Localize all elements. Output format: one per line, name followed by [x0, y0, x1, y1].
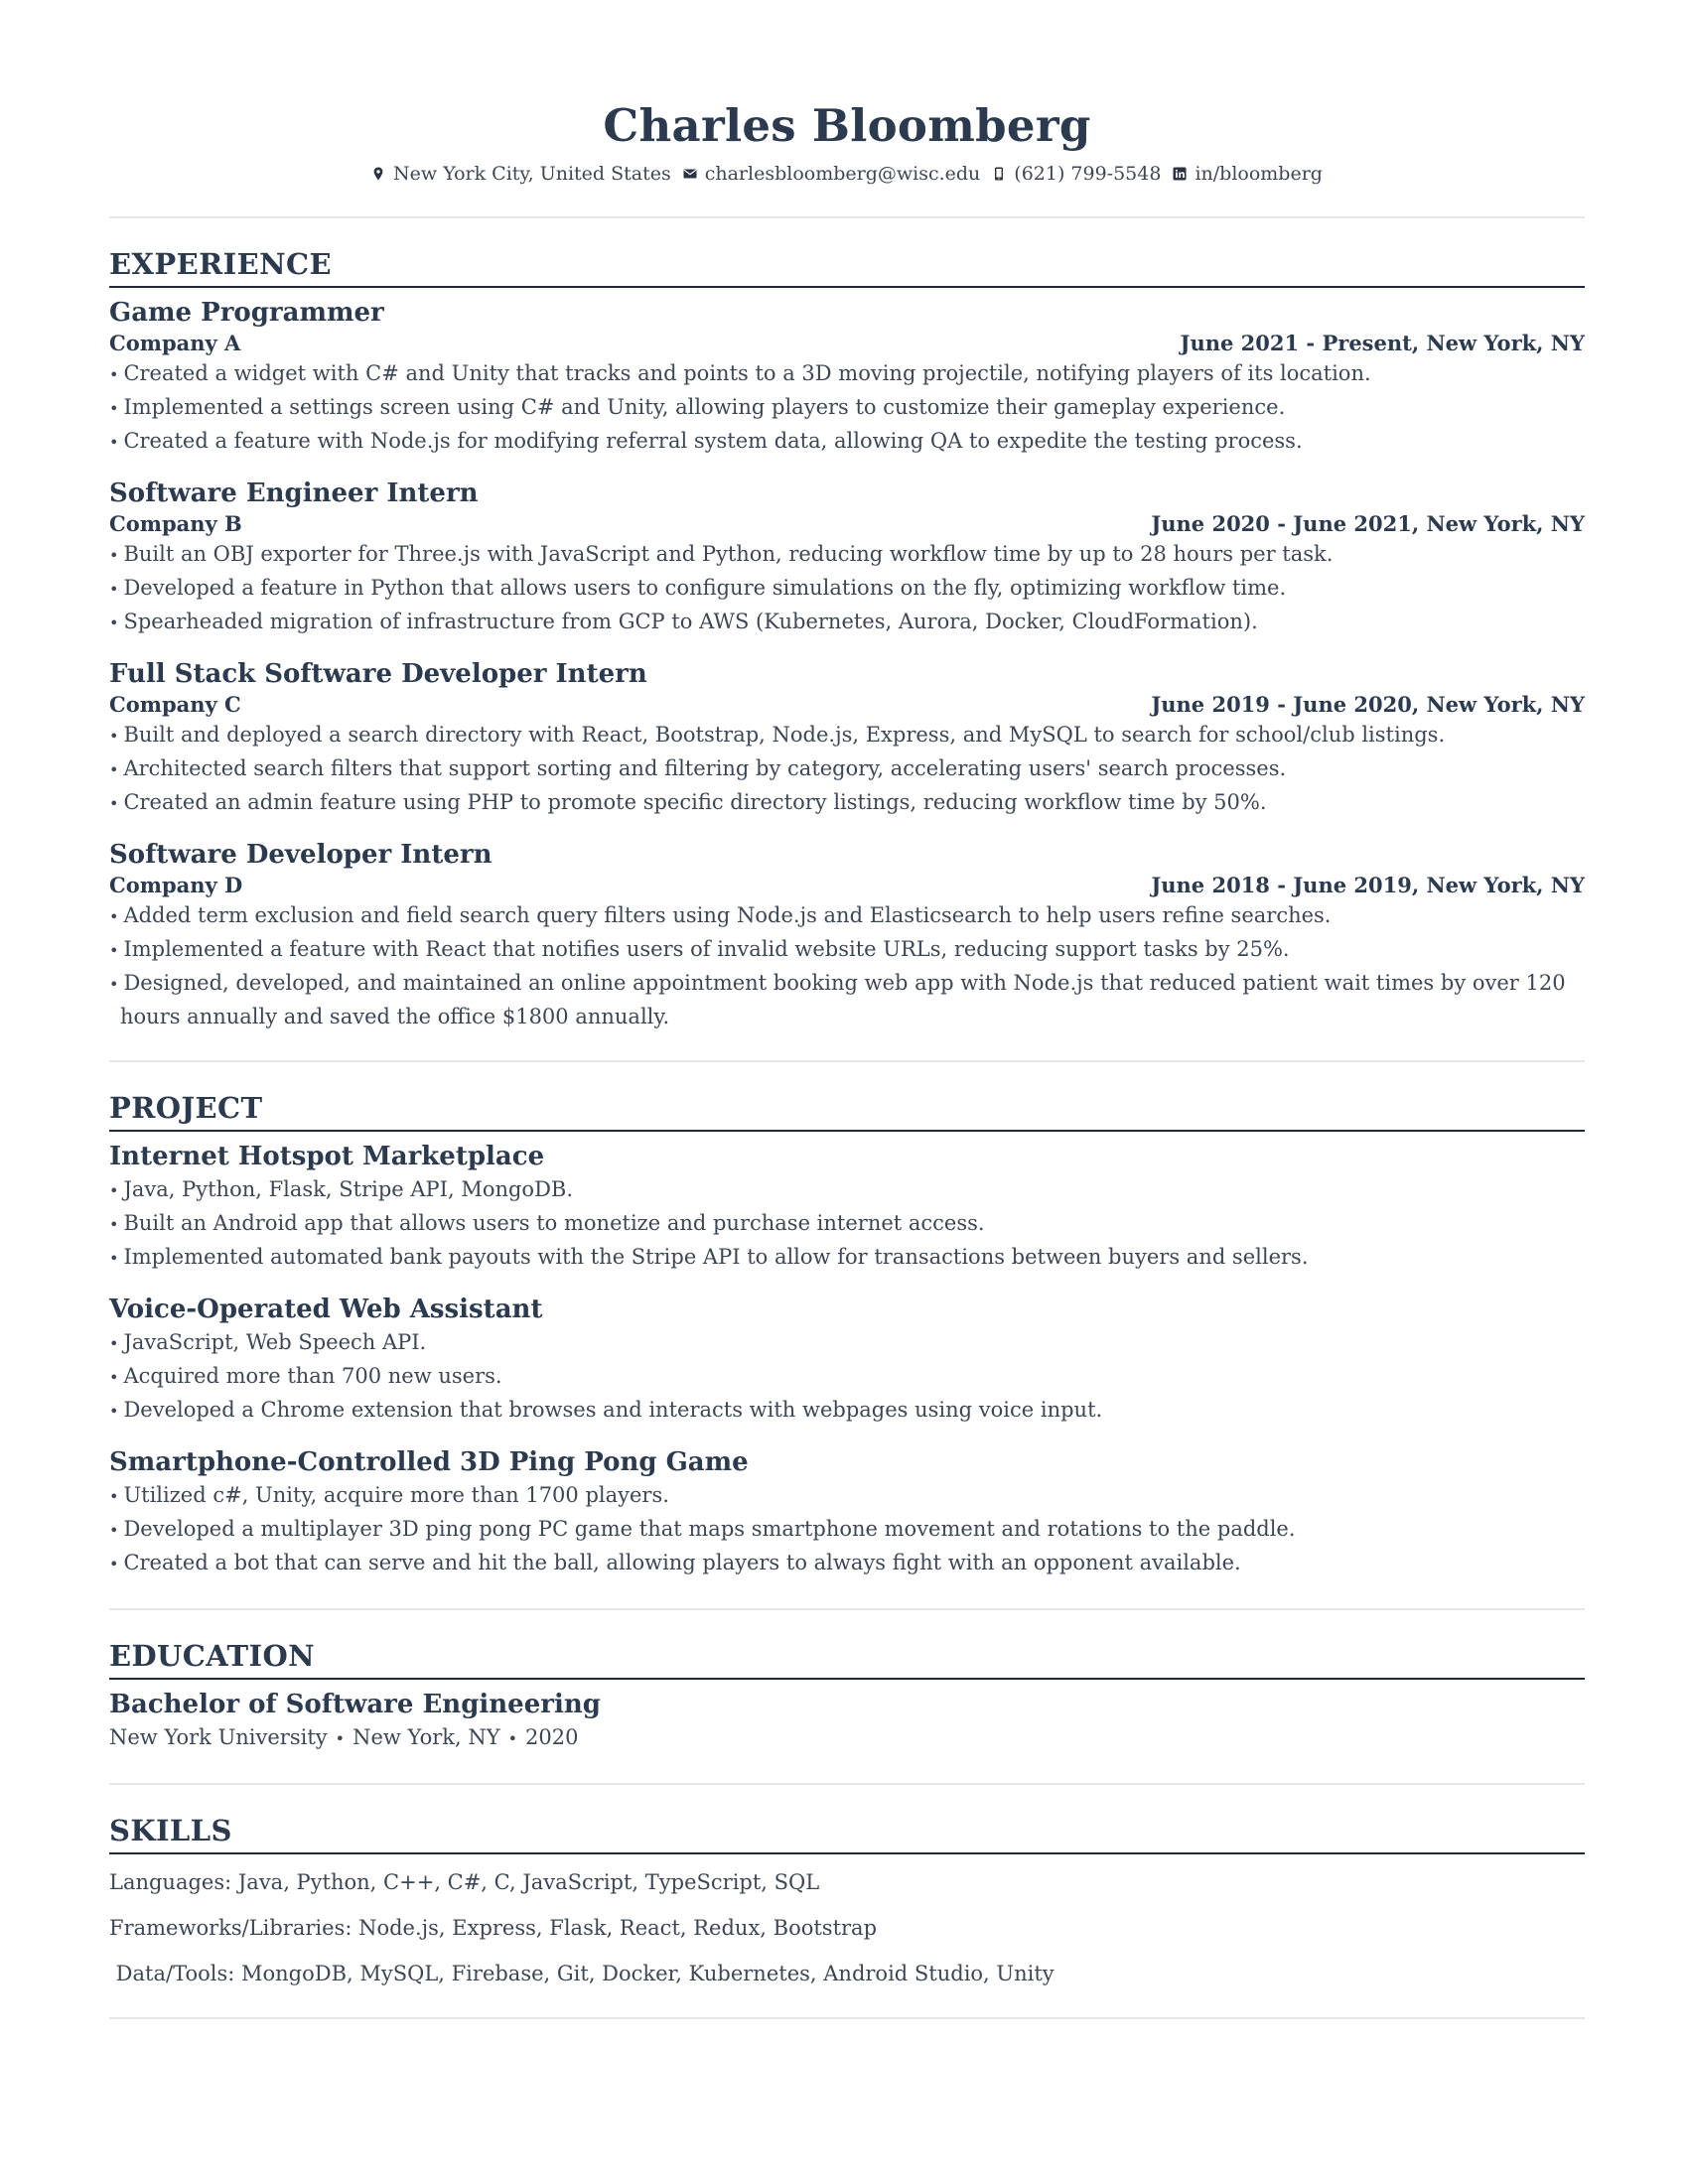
- resume-page: [109, 99, 1585, 2019]
- bullet-item: • Implemented automated bank payouts with the Stripe API to allow for transactions between buyers and sellers.: [109, 1241, 1585, 1275]
- contact-phone[interactable]: [992, 163, 1161, 185]
- company-name: Company C: [109, 692, 241, 717]
- skills-line: Data/Tools: MongoDB, MySQL, Firebase, Git, Docker, Kubernetes, Android Studio, Unity: [109, 1962, 1055, 1985]
- bullet-item: • Utilized c#, Unity, acquire more than 1700 players.: [109, 1479, 1585, 1513]
- section-title-experience: EXPERIENCE: [109, 244, 1585, 288]
- job-meta: [109, 330, 1585, 357]
- bullet-item: • Created an admin feature using PHP to promote specific directory listings, reducing workflow time by 50%.: [109, 786, 1585, 820]
- skills-section: [109, 1811, 1585, 1989]
- project-section: [109, 1088, 1585, 1580]
- divider: [109, 1608, 1585, 1610]
- experience-section: [109, 244, 1585, 1032]
- contact-location: [371, 163, 671, 185]
- project-name: Internet Hotspot Marketplace: [109, 1142, 545, 1171]
- section-title-project: PROJECT: [109, 1088, 1585, 1132]
- project-entry: [109, 1140, 1585, 1275]
- bullet-item: • Created a feature with Node.js for modifying referral system data, allowing QA to expedite the testing process.: [109, 425, 1585, 459]
- bullet-item: • Architected search filters that support sorting and filtering by category, accelerating users' search processes.: [109, 752, 1585, 786]
- job-title: Software Engineer Intern: [109, 478, 479, 508]
- job-meta: [109, 510, 1585, 538]
- bullet-list: [109, 357, 1585, 459]
- bullet-item: • Designed, developed, and maintained an online appointment booking web app with Node.js that reduced patient wait times by over 120 hours annually and saved the office $1800 annually.: [109, 967, 1585, 1032]
- date-location: June 2019 - June 2020, New York, NY: [1151, 692, 1585, 717]
- section-title-education: EDUCATION: [109, 1636, 1585, 1680]
- phone-text[interactable]: (621) 799-5548: [1014, 163, 1162, 185]
- bullet-item: • Built an Android app that allows users to monetize and purchase internet access.: [109, 1207, 1585, 1241]
- section-title-skills: SKILLS: [109, 1811, 1585, 1854]
- separator-dot: •: [335, 1729, 346, 1748]
- bullet-item: • Built and deployed a search directory with React, Bootstrap, Node.js, Express, and MySQL to search for school/club listings.: [109, 719, 1585, 752]
- job-meta: [109, 691, 1585, 719]
- linkedin-icon: [1173, 167, 1187, 181]
- project-entry: [109, 1445, 1585, 1580]
- bullet-item: • Implemented a settings screen using C# and Unity, allowing players to customize their gameplay experience.: [109, 391, 1585, 425]
- contact-info: [109, 163, 1585, 185]
- bullet-list: [109, 1479, 1585, 1580]
- bullet-item: • Built an OBJ exporter for Three.js with JavaScript and Python, reducing workflow time by up to 28 hours per task.: [109, 538, 1585, 572]
- resume-header: [109, 99, 1585, 185]
- skills-line: Languages: Java, Python, C++, C#, C, JavaScript, TypeScript, SQL: [109, 1870, 820, 1894]
- bullet-item: • Spearheaded migration of infrastructure from GCP to AWS (Kubernetes, Aurora, Docker, CloudFormation).: [109, 606, 1585, 639]
- location-text: New York City, United States: [393, 163, 671, 185]
- company-name: Company A: [109, 331, 241, 355]
- bullet-item: • Developed a multiplayer 3D ping pong PC game that maps smartphone movement and rotations to the paddle.: [109, 1513, 1585, 1547]
- company-name: Company B: [109, 511, 242, 536]
- contact-email[interactable]: [683, 163, 981, 185]
- education-section: [109, 1636, 1585, 1755]
- experience-entry: [109, 838, 1585, 1032]
- job-title: Full Stack Software Developer Intern: [109, 659, 647, 689]
- email-text[interactable]: charlesbloomberg@wisc.edu: [704, 163, 981, 185]
- project-name: Smartphone-Controlled 3D Ping Pong Game: [109, 1447, 749, 1477]
- bullet-item: • Java, Python, Flask, Stripe API, MongoDB.: [109, 1173, 1585, 1207]
- job-title: Software Developer Intern: [109, 840, 492, 870]
- bullet-item: • Implemented a feature with React that notifies users of invalid website URLs, reducing support tasks by 25%.: [109, 933, 1585, 967]
- date-location: June 2020 - June 2021, New York, NY: [1151, 511, 1585, 536]
- job-meta: [109, 872, 1585, 899]
- location-icon: [371, 167, 385, 181]
- divider: [109, 2017, 1585, 2019]
- bullet-list: [109, 1326, 1585, 1428]
- date-location: June 2021 - Present, New York, NY: [1180, 331, 1585, 355]
- education-entry: [109, 1688, 1585, 1755]
- bullet-item: • Developed a Chrome extension that browses and interacts with webpages using voice input.: [109, 1394, 1585, 1428]
- contact-linkedin[interactable]: [1173, 163, 1323, 185]
- candidate-name: Charles Bloomberg: [603, 99, 1091, 152]
- bullet-item: • Added term exclusion and field search query filters using Node.js and Elasticsearch to help users refine searches.: [109, 899, 1585, 933]
- divider: [109, 1783, 1585, 1785]
- graduation-year: 2020: [525, 1725, 579, 1749]
- divider: [109, 1060, 1585, 1062]
- education-details: [109, 1721, 1585, 1755]
- bullet-list: [109, 899, 1585, 1032]
- linkedin-text[interactable]: in/bloomberg: [1195, 163, 1323, 185]
- bullet-item: • JavaScript, Web Speech API.: [109, 1326, 1585, 1360]
- project-name: Voice-Operated Web Assistant: [109, 1295, 543, 1324]
- bullet-list: [109, 538, 1585, 639]
- divider: [109, 216, 1585, 218]
- email-icon: [683, 167, 697, 181]
- company-name: Company D: [109, 873, 243, 897]
- bullet-list: [109, 719, 1585, 820]
- school-location: New York, NY: [352, 1725, 500, 1749]
- bullet-item: • Developed a feature in Python that allows users to configure simulations on the fly, optimizing workflow time.: [109, 572, 1585, 606]
- degree: Bachelor of Software Engineering: [109, 1690, 601, 1719]
- date-location: June 2018 - June 2019, New York, NY: [1151, 873, 1585, 897]
- bullet-item: • Created a bot that can serve and hit the ball, allowing players to always fight with an opponent available.: [109, 1547, 1585, 1580]
- bullet-item: • Created a widget with C# and Unity that tracks and points to a 3D moving projectile, notifying players of its location.: [109, 357, 1585, 391]
- bullet-list: [109, 1173, 1585, 1275]
- skills-line: Frameworks/Libraries: Node.js, Express, Flask, React, Redux, Bootstrap: [109, 1916, 878, 1940]
- experience-entry: [109, 657, 1585, 820]
- experience-entry: [109, 296, 1585, 459]
- project-entry: [109, 1293, 1585, 1428]
- school-name: New York University: [109, 1725, 328, 1749]
- bullet-item: • Acquired more than 700 new users.: [109, 1360, 1585, 1394]
- job-title: Game Programmer: [109, 298, 384, 328]
- phone-icon: [992, 167, 1006, 181]
- separator-dot: •: [507, 1729, 518, 1748]
- experience-entry: [109, 477, 1585, 639]
